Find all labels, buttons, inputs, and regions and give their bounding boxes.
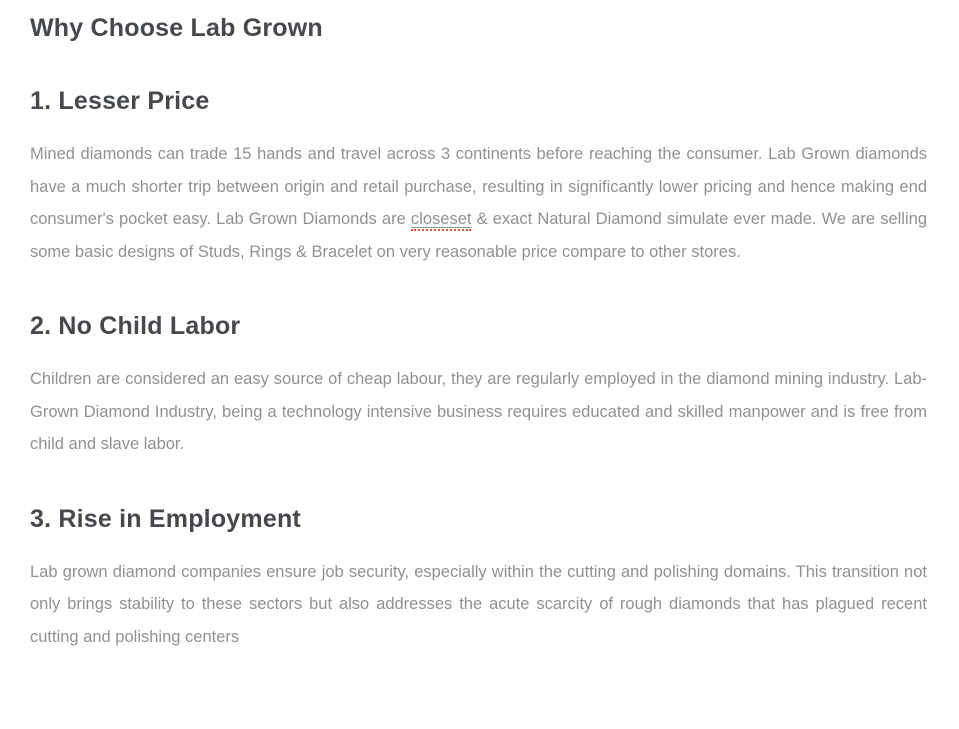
section-heading-rise-in-employment: 3. Rise in Employment [30, 504, 301, 533]
misspelled-word: closeset [411, 210, 472, 231]
section-heading-no-child-labor: 2. No Child Labor [30, 312, 241, 340]
section-paragraph-rise-in-employment: Lab grown diamond companies ensure job security, especially within the cutting and polishing domains. This transition not only brings stability to these sectors but also addresses the acute scarcity of rough diamonds that has plagued recent cutting and polishing centers [30, 562, 927, 646]
page-title: Why Choose Lab Grown [30, 14, 323, 42]
section-lesser-price [30, 87, 927, 268]
section-no-child-labor [30, 312, 927, 461]
paragraph-text-before: Mined diamonds can trade 15 hands and travel across 3 continents before reaching the consumer. Lab Grown diamonds have a much shorter trip between origin and retail purchase, resulting in significantly lower pricing and hence making end consumer's pocket easy. Lab Grown Diamonds are [30, 145, 927, 228]
article-content [0, 14, 959, 653]
section-rise-in-employment [30, 505, 927, 654]
section-heading-lesser-price: 1. Lesser Price [30, 87, 210, 115]
section-paragraph-lesser-price [30, 138, 927, 268]
paragraph-text-after: & exact Natural Diamond simulate ever made. We are selling some basic designs of Studs, Rings & Bracelet on very reasonable price compare to other stores. [30, 210, 927, 261]
section-paragraph-no-child-labor: Children are considered an easy source of cheap labour, they are regularly employed in the diamond mining industry. Lab-Grown Diamond Industry, being a technology intensive business requires educated and skilled manpower and is free from child and slave labor. [30, 370, 927, 453]
